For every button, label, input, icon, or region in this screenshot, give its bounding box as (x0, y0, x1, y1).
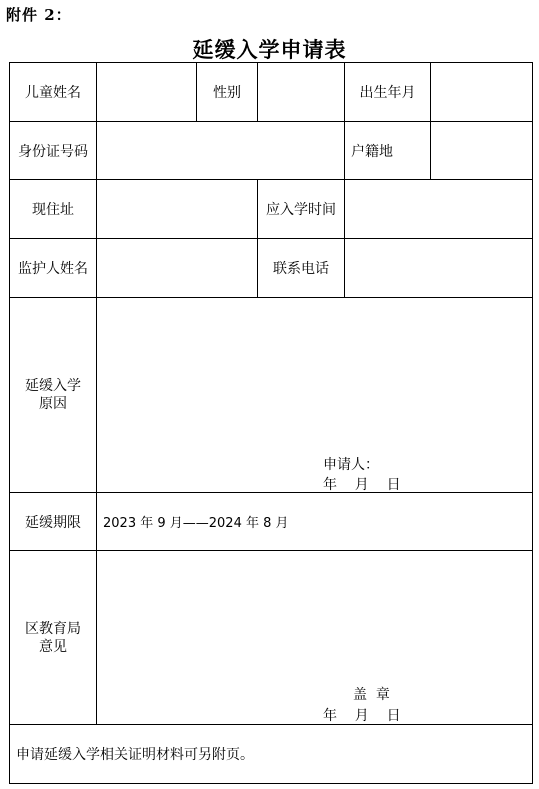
period-value[interactable]: 2023 年 9 月——2024 年 8 月 (97, 493, 533, 551)
gender-field[interactable] (258, 63, 345, 122)
bureau-label-line2: 意见 (39, 638, 67, 655)
footer-note: 申请延缓入学相关证明材料可另附页。 (10, 725, 533, 784)
child-name-label: 儿童姓名 (10, 63, 97, 122)
gender-label: 性别 (197, 63, 258, 122)
id-number-field[interactable] (97, 122, 345, 180)
reason-label-line1: 延缓入学 (25, 378, 81, 394)
guardian-name-label: 监护人姓名 (10, 239, 97, 298)
applicant-date-line: 年 月 日 (323, 477, 401, 493)
household-registration-field[interactable] (431, 122, 533, 180)
contact-phone-label: 联系电话 (258, 239, 345, 298)
seal-label: 盖 章 (353, 687, 390, 703)
period-label: 延缓期限 (10, 493, 97, 551)
birth-date-field[interactable] (431, 63, 533, 122)
household-registration-label: 户籍地 (345, 122, 431, 180)
child-name-field[interactable] (97, 63, 197, 122)
current-address-field[interactable] (97, 180, 258, 239)
attachment-label: 附件 2： (6, 6, 72, 24)
expected-enrollment-label: 应入学时间 (258, 180, 345, 239)
guardian-name-field[interactable] (97, 239, 258, 298)
reason-label-line2: 原因 (39, 396, 67, 412)
form-title: 延缓入学申请表 (192, 37, 347, 62)
bureau-date-line: 年 月 日 (323, 708, 401, 724)
birth-date-label: 出生年月 (345, 63, 431, 122)
id-number-label: 身份证号码 (10, 122, 97, 180)
application-form (9, 62, 533, 784)
current-address-label: 现住址 (10, 180, 97, 239)
applicant-label: 申请人： (323, 457, 379, 473)
bureau-opinion-label (10, 551, 97, 725)
contact-phone-field[interactable] (345, 239, 533, 298)
bureau-opinion-field[interactable] (97, 551, 533, 725)
reason-label (10, 298, 97, 493)
bureau-label-line1: 区教育局 (25, 620, 81, 637)
expected-enrollment-field[interactable] (345, 180, 533, 239)
reason-field[interactable] (97, 298, 533, 493)
